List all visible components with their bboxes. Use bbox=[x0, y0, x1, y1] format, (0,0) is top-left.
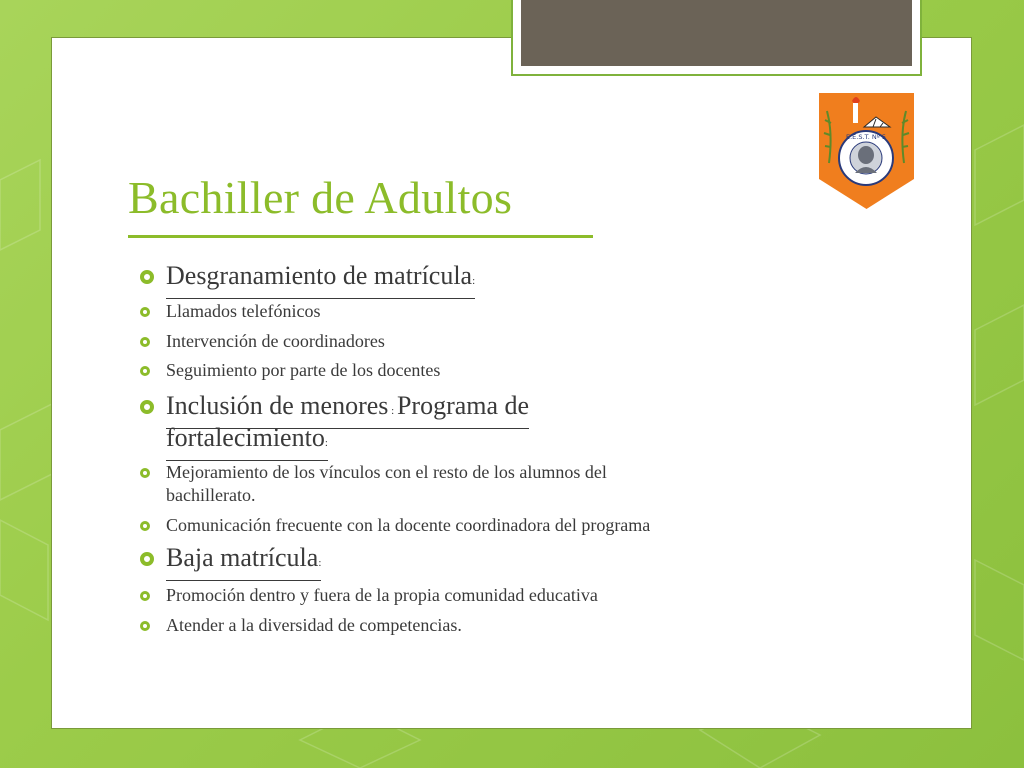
bullet-marker-icon bbox=[140, 591, 150, 601]
bullet-item: Seguimiento por parte de los docentes bbox=[166, 360, 441, 380]
bullet-item: Atender a la diversidad de competencias. bbox=[166, 615, 462, 635]
bullet-item: Desgranamiento de matrícula: bbox=[166, 260, 475, 299]
slide-title: Bachiller de Adultos bbox=[128, 172, 513, 223]
header-tab bbox=[511, 0, 922, 76]
bullet-marker-icon bbox=[140, 621, 150, 631]
bullet-item: Comunicación frecuente con la docente coordinadora del programa bbox=[166, 515, 651, 535]
bullet-marker-icon bbox=[140, 400, 154, 414]
bullet-item: Mejoramiento de los vínculos con el resto de los alumnos del bbox=[166, 462, 607, 482]
bullet-item: Llamados telefónicos bbox=[166, 301, 321, 321]
bullet-item: Intervención de coordinadores bbox=[166, 331, 385, 351]
bullet-marker-icon bbox=[140, 366, 150, 376]
title-underline bbox=[128, 235, 593, 238]
bullet-marker-icon bbox=[140, 307, 150, 317]
bullet-marker-icon bbox=[140, 270, 154, 284]
header-tab-fill bbox=[521, 0, 912, 66]
bullet-marker-icon bbox=[140, 468, 150, 478]
school-crest-icon bbox=[819, 93, 914, 209]
bullet-marker-icon bbox=[140, 552, 154, 566]
bullet-marker-icon bbox=[140, 521, 150, 531]
bullet-item-continuation: bachillerato. bbox=[166, 485, 256, 505]
bullet-marker-icon bbox=[140, 337, 150, 347]
bullet-item: Inclusión de menores : Programa de bbox=[166, 390, 529, 429]
logo-text: E.E.S.T. Nº 5 bbox=[846, 133, 886, 141]
bullet-item: Baja matrícula: bbox=[166, 542, 321, 581]
bullet-item-continuation: fortalecimiento: bbox=[166, 422, 328, 461]
bullet-item: Promoción dentro y fuera de la propia comunidad educativa bbox=[166, 585, 598, 605]
